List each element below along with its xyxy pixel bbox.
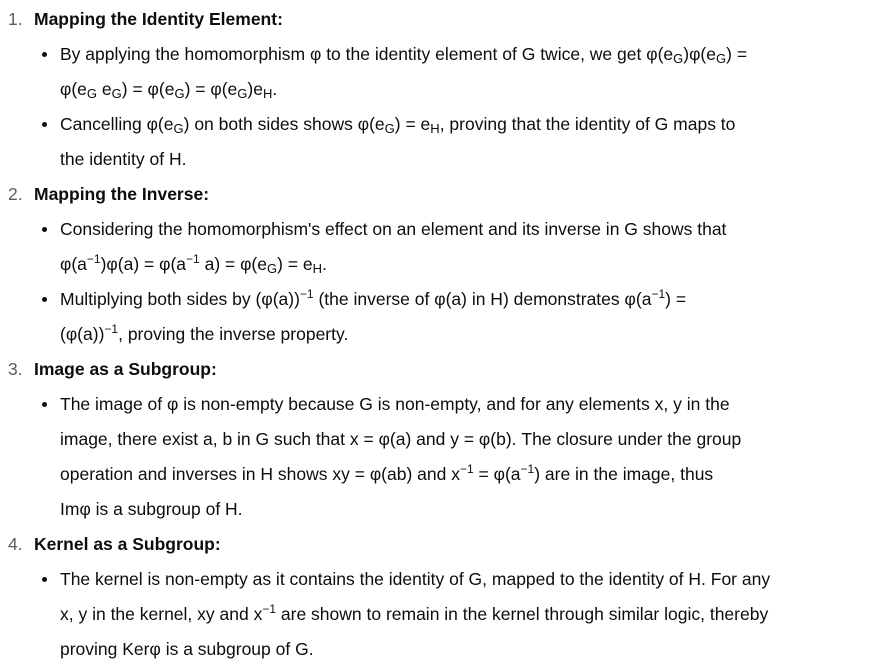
item-number: 4. — [8, 534, 23, 554]
item-number: 3. — [8, 359, 23, 379]
item-heading: Kernel as a Subgroup: — [34, 534, 221, 554]
bullet-line: Multiplying both sides by $(\varphi(a))^{-1}$ (the inverse of φ(a) in H) demonstrates $\varphi(a^{-1})$ = — [60, 287, 687, 309]
bullet-line: The image of φ is non-empty because G is non-empty, and for any elements x, y in the — [60, 394, 730, 414]
bullet-line: the identity of H. — [60, 149, 187, 169]
bullet-text — [60, 562, 883, 667]
bullet-line: Cancelling $\varphi(e_G)$ on both sides shows $\varphi(e_G) = e_H$, proving that the identity of G maps to — [60, 114, 736, 136]
bullet-line: image, there exist a, b in G such that x = φ(a) and y = φ(b). The closure under the group — [60, 429, 742, 449]
bullet-text — [60, 212, 883, 282]
item-number: 2. — [8, 184, 23, 204]
bullet-dot — [42, 402, 47, 407]
item-heading: Mapping the Identity Element: — [34, 9, 283, 29]
bullet-dot — [42, 227, 47, 232]
bullet-text — [60, 387, 883, 527]
item-heading: Image as a Subgroup: — [34, 359, 217, 379]
bullet-text — [60, 107, 883, 177]
bullet-line: $\varphi(a^{-1})\varphi(a) = \varphi(a^{-1}$ $a) = \varphi(e_G) = e_H$. — [60, 252, 327, 276]
bullet-dot — [42, 577, 47, 582]
bullet-line: operation and inverses in H shows xy = φ(ab) and $x^{-1} = \varphi(a^{-1})$ are in the image, thus — [60, 462, 714, 484]
bullet-text — [60, 282, 883, 352]
bullet-dot — [42, 297, 47, 302]
bullet-line: $(\varphi(a))^{-1}$, proving the inverse property. — [60, 322, 349, 344]
bullet-text — [60, 37, 883, 107]
bullet-line: The kernel is non-empty as it contains the identity of G, mapped to the identity of H. For any — [60, 569, 771, 589]
bullet-line: Considering the homomorphism's effect on an element and its inverse in G shows that — [60, 219, 727, 239]
bullet-line: $\varphi(e_G$ $e_G) = \varphi(e_G) = \varphi(e_G)e_H$. — [60, 79, 278, 101]
bullet-dot — [42, 122, 47, 127]
bullet-line: x, y in the kernel, xy and $x^{-1}$ are shown to remain in the kernel through similar logic, thereby — [60, 602, 769, 624]
item-heading: Mapping the Inverse: — [34, 184, 210, 204]
bullet-dot — [42, 52, 47, 57]
bullet-line: Imφ is a subgroup of H. — [60, 499, 243, 519]
bullet-line: proving Kerφ is a subgroup of G. — [60, 639, 314, 659]
bullet-line: By applying the homomorphism φ to the identity element of G twice, we get $\varphi(e_G)\varphi(e_G)$ = — [60, 44, 748, 66]
item-number: 1. — [8, 9, 23, 29]
